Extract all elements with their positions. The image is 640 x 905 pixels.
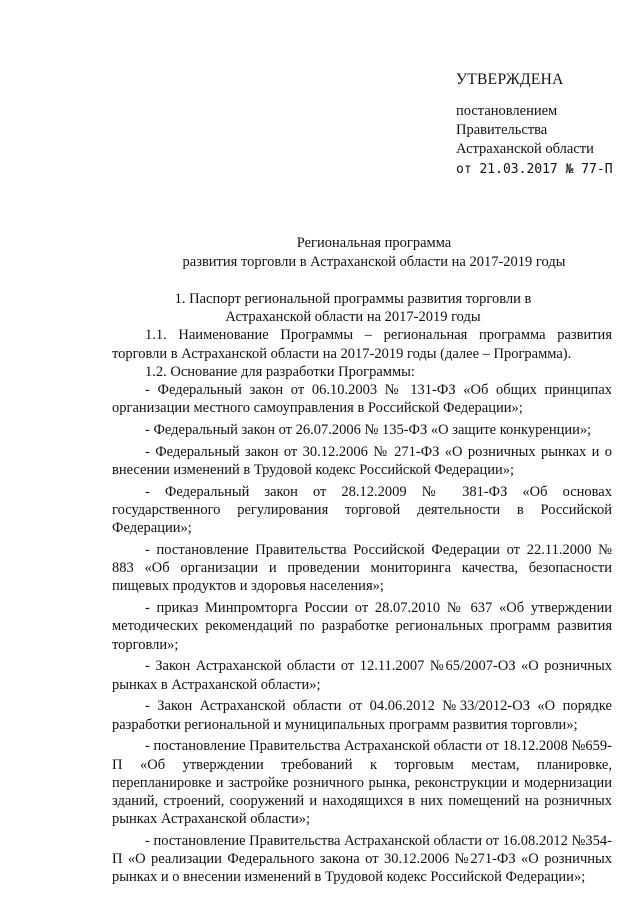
list-item-federal-law-381: - Федеральный закон от 28.12.2009 № 381-ФЗ «Об основах государственного регулирования торговой деятельности в Российской Федерации»;: [112, 483, 612, 537]
list-item-regional-law-65: - Закон Астраханской области от 12.11.2007 №65/2007-ОЗ «О розничных рынках в Астраханской области»;: [112, 658, 612, 693]
list-item-regional-law-33: - Закон Астраханской области от 04.06.2012 №33/2012-ОЗ «О порядке разработки региональной и муниципальных программ развития торговли»;: [112, 698, 612, 733]
list-item-order-637: - приказ Минпромторга России от 28.07.2010 № 637 «Об утверждении методических рекомендаций по разработке региональных программ развития торговли»;: [112, 600, 612, 653]
document-title: [160, 234, 588, 272]
list-item-government-decree-883: - постановление Правительства Российской Федерации от 22.11.2000 № 883 «Об организации и проведении мониторинга качества, безопасности пищевых продуктов и здоровья населения»;: [112, 542, 612, 595]
document-title-line-2: развития торговли в Астраханской области на 2017-2019 годы: [182, 254, 566, 270]
list-item-federal-law-131: - Федеральный закон от 06.10.2003 № 131-ФЗ «Об общих принципах организации местного самоуправления в Российской Федерации»;: [112, 382, 612, 417]
paragraph-1-1: 1.1. Наименование Программы – региональная программа развития торговли в Астраханской области на 2017-2019 годы (далее – Программа).: [112, 327, 612, 362]
approval-line-government: Правительства: [456, 122, 548, 138]
list-item-regional-decree-354: - постановление Правительства Астраханской области от 16.08.2012 №354-П «О реализации Федерального закона от 30.12.2006 №271-ФЗ «О розничных рынках и о внесении изменений в Трудовой кодекс Российской Федерации»;: [112, 833, 612, 886]
approval-line-region: Астраханской области: [456, 141, 594, 157]
paragraph-1-2: 1.2. Основание для разработки Программы:: [145, 363, 415, 380]
section-heading: 1. Паспорт региональной программы развития торговли в Астраханской области на 2017-2019 годы: [174, 291, 532, 326]
document-title-line-1: Региональная программа: [296, 235, 452, 251]
list-item-federal-law-135: - Федеральный закон от 26.07.2006 № 135-ФЗ «О защите конкуренции»;: [145, 422, 592, 439]
approval-title: УТВЕРЖДЕНА: [456, 71, 564, 88]
approval-block: [456, 70, 613, 179]
list-item-federal-law-271: - Федеральный закон от 30.12.2006 № 271-ФЗ «О розничных рынках и о внесении изменений в Трудовой кодекс Российской Федерации»;: [112, 443, 612, 479]
approval-line-resolution: постановлением: [456, 103, 558, 119]
list-item-regional-decree-659: - постановление Правительства Астраханской области от 18.12.2008 №659-П «Об утверждении требований к торговым местам, планировке, перепланировке и застройке розничного рынка, реконструкции и модернизации зданий, строений, сооружений и находящихся в них помещений на розничных рынках Астраханской области»;: [112, 738, 612, 828]
approval-date: от 21.03.2017 № 77-П: [456, 162, 613, 177]
document-body: [112, 290, 612, 887]
